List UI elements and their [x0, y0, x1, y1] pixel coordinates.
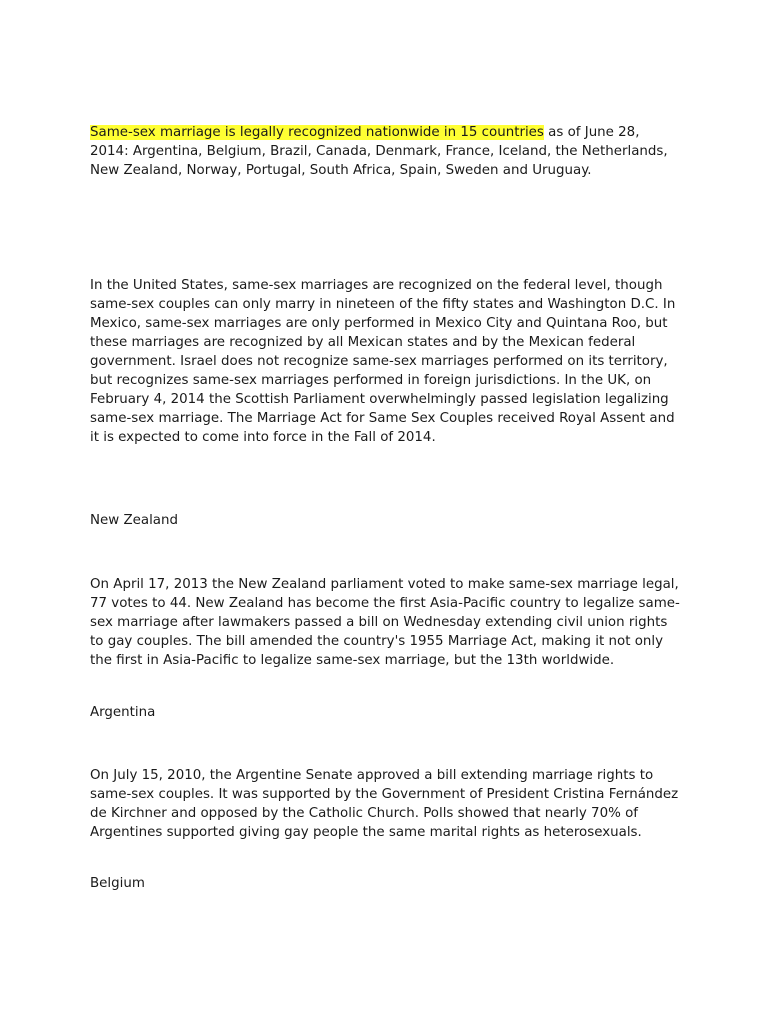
intro-paragraph — [90, 123, 680, 180]
section-body-argentina: On July 15, 2010, the Argentine Senate approved a bill extending marriage rights to same-sex couples. It was supported by the Government of President Cristina Fernández de Kirchner and opposed by the Catholic Church. Polls showed that nearly 70% of Argentines supported giving gay people the same marital rights as heterosexuals. — [90, 768, 679, 840]
intro-text: as of June 28, 2014: Argentina, Belgium, Brazil, Canada, Denmark, France, Iceland, the Netherlands, New Zealand, Norway, Portugal, South Africa, Spain, Sweden and Uruguay. — [90, 125, 668, 178]
section-body-new-zealand: On April 17, 2013 the New Zealand parliament voted to make same-sex marriage legal, 77 votes to 44. New Zealand has become the first Asia-Pacific country to legalize same-sex marriage after lawmakers passed a bill on Wednesday extending civil union rights to gay couples. The bill amended the country's 1955 Marriage Act, making it not only the first in Asia-Pacific to legalize same-sex marriage, but the 13th worldwide. — [90, 577, 680, 668]
section-heading-argentina: Argentina — [90, 705, 156, 720]
section-heading-new-zealand: New Zealand — [90, 513, 178, 528]
section-heading-belgium: Belgium — [90, 876, 145, 891]
us-paragraph: In the United States, same-sex marriages are recognized on the federal level, though same-sex couples can only marry in nineteen of the fifty states and Washington D.C. In Mexico, same-sex marriages are only performed in Mexico City and Quintana Roo, but these marriages are recognized by all Mexican states and by the Mexican federal government. Israel does not recognize same-sex marriages performed on its territory, but recognizes same-sex marriages performed in foreign jurisdictions. In the UK, on February 4, 2014 the Scottish Parliament overwhelmingly passed legislation legalizing same-sex marriage. The Marriage Act for Same Sex Couples received Royal Assent and it is expected to come into force in the Fall of 2014. — [90, 278, 676, 445]
highlighted-text: Same-sex marriage is legally recognized nationwide in 15 countries — [90, 125, 544, 140]
